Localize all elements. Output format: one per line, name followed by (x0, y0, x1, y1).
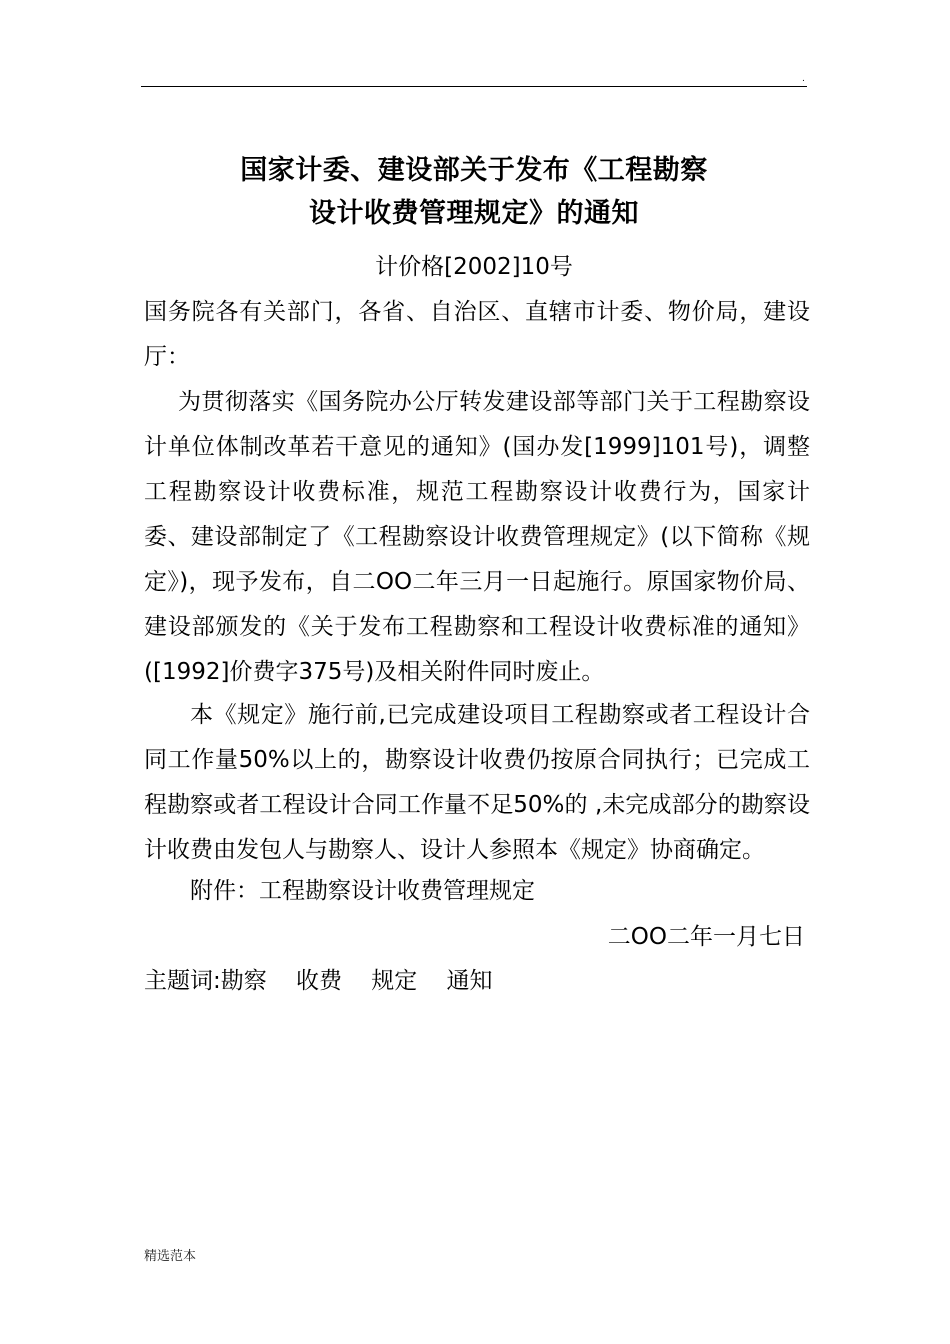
header-mark: . (802, 74, 805, 84)
addressee: 国务院各有关部门，各省、自治区、直辖市计委、物价局，建设厅： (144, 299, 810, 370)
document-number: 计价格[2002]10号 (375, 254, 573, 280)
attachment-line: 附件：工程勘察设计收费管理规定 (190, 878, 535, 904)
issue-date: 二OO二年一月七日 (607, 924, 805, 950)
header-rule (141, 86, 807, 87)
document-title-line-2: 设计收费管理规定》的通知 (309, 198, 639, 229)
body-paragraph-2: 本《规定》施行前,已完成建设项目工程勘察或者工程设计合同工作量50%以上的，勘察设计收费仍按原合同执行；已完成工程勘察或者工程设计合同工作量不足50%的 ,未完成部分的勘察设计收费由发包人与勘察人、设计人参照本《规定》协商确定。 (144, 702, 810, 863)
document-title-line-1: 国家计委、建设部关于发布《工程勘察 (240, 155, 708, 186)
body-paragraph-1: 为贯彻落实《国务院办公厅转发建设部等部门关于工程勘察设计单位体制改革若干意见的通知》(国办发[1999]101号)，调整工程勘察设计收费标准，规范工程勘察设计收费行为，国家计委、建设部制定了《工程勘察设计收费管理规定》(以下简称《规定》)，现予发布，自二OO二年三月一日起施行。原国家物价局、建设部颁发的《关于发布工程勘察和工程设计收费标准的通知》([1992]价费字375号)及相关附件同时废止。 (144, 389, 810, 685)
keywords-line: 主题词:勘察 收费 规定 通知 (144, 968, 493, 994)
footer-text: 精选范本 (144, 1249, 197, 1264)
